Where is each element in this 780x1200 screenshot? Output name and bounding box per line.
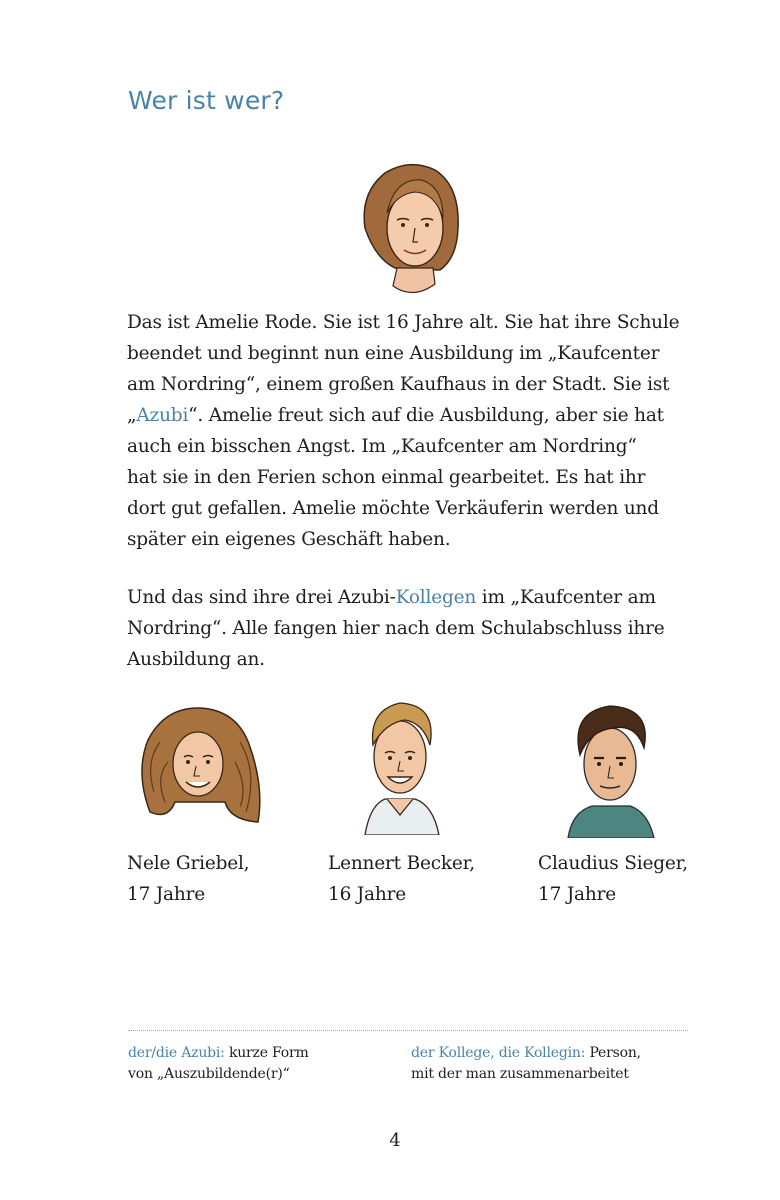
text-segment: beendet und beginnt nun eine Ausbildung im „Kaufcenter	[127, 343, 660, 364]
text-line	[127, 369, 702, 400]
text-segment: im „Kaufcenter am	[476, 587, 656, 608]
colleague-age: 17 Jahre	[538, 884, 616, 905]
text-segment: “. Amelie freut sich auf die Ausbildung, aber sie hat	[188, 405, 664, 426]
footnote-divider	[128, 1030, 688, 1031]
text-line	[127, 338, 702, 369]
text-segment: Und das sind ihre drei Azubi-	[127, 587, 396, 608]
glossary-definition: kurze Form	[224, 1045, 309, 1061]
amelie-portrait	[355, 158, 470, 300]
lennert-portrait	[355, 695, 445, 835]
page-title: Wer ist wer?	[128, 86, 285, 115]
intro-paragraph	[127, 307, 702, 555]
text-line	[127, 582, 702, 613]
text-segment: Nordring“. Alle fangen hier nach dem Schulabschluss ihre	[127, 618, 665, 639]
text-segment: später ein eigenes Geschäft haben.	[127, 529, 451, 550]
text-line	[127, 493, 702, 524]
text-line	[127, 462, 702, 493]
glossary-entry-azubi	[128, 1043, 309, 1085]
glossary-link: Azubi	[136, 405, 189, 426]
glossary-definition: mit der man zusammenarbeitet	[411, 1066, 629, 1082]
glossary-link: Kollegen	[395, 587, 477, 608]
colleague-name: Lennert Becker,	[328, 853, 475, 874]
text-line	[127, 644, 702, 675]
colleague-caption-claudius	[538, 848, 688, 910]
text-line	[127, 524, 702, 555]
text-line	[127, 307, 702, 338]
colleague-caption-lennert	[328, 848, 475, 910]
page-number: 4	[389, 1130, 401, 1151]
colleague-age: 17 Jahre	[127, 884, 205, 905]
text-line	[127, 613, 702, 644]
text-segment: Das ist Amelie Rode. Sie ist 16 Jahre alt. Sie hat ihre Schule	[127, 312, 680, 333]
glossary-term: der/die Azubi:	[128, 1045, 225, 1061]
text-segment: auch ein bisschen Angst. Im „Kaufcenter am Nordring“	[127, 436, 637, 457]
glossary-entry-kollege	[411, 1043, 641, 1085]
glossary-definition: Person,	[585, 1045, 641, 1061]
colleagues-paragraph	[127, 582, 702, 675]
colleague-name: Nele Griebel,	[127, 853, 250, 874]
text-line	[127, 400, 702, 431]
text-segment: hat sie in den Ferien schon einmal gearbeitet. Es hat ihr	[127, 467, 646, 488]
text-line	[127, 431, 702, 462]
nele-portrait	[130, 702, 270, 830]
colleague-caption-nele	[127, 848, 249, 910]
text-segment: am Nordring“, einem großen Kaufhaus in der Stadt. Sie ist	[127, 374, 670, 395]
glossary-definition: von „Auszubildende(r)“	[128, 1066, 290, 1082]
text-segment: dort gut gefallen. Amelie möchte Verkäuferin werden und	[127, 498, 659, 519]
claudius-portrait	[560, 700, 660, 838]
text-segment: „	[127, 405, 137, 426]
text-segment: Ausbildung an.	[127, 649, 265, 670]
glossary-term: der Kollege, die Kollegin:	[411, 1045, 586, 1061]
colleague-name: Claudius Sieger,	[538, 853, 688, 874]
colleague-age: 16 Jahre	[328, 884, 406, 905]
